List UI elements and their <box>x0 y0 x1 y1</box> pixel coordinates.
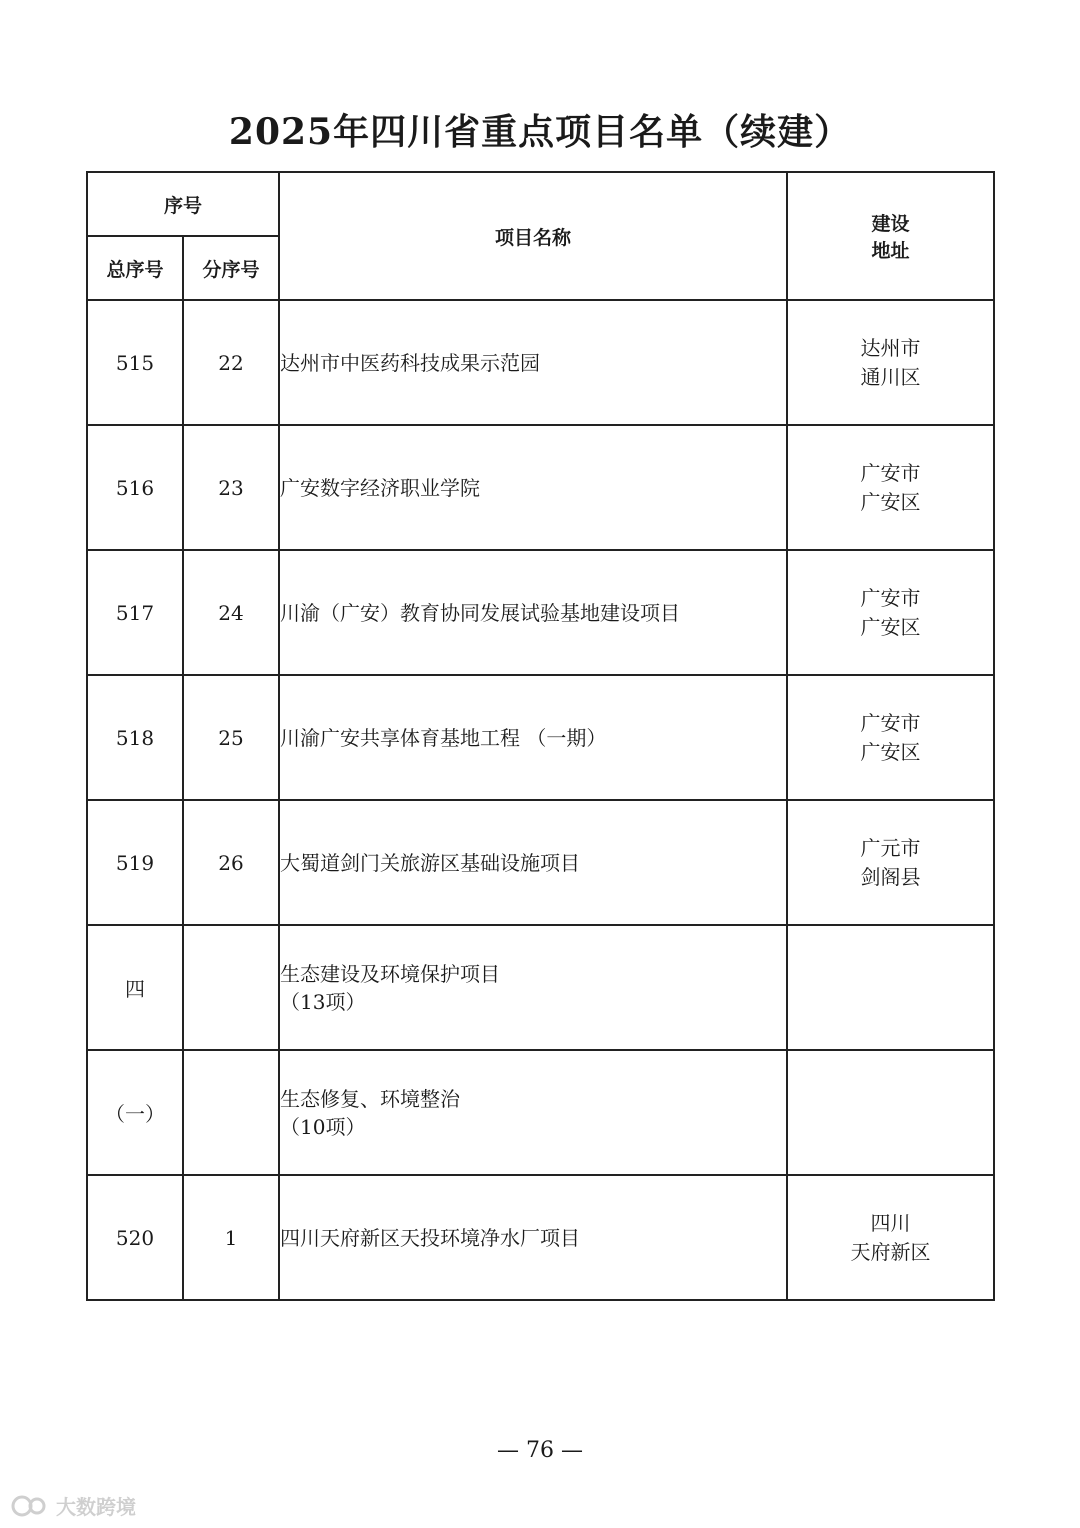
project-name-line: 生态修复、环境整治 <box>280 1086 461 1111</box>
project-name-cell <box>279 1175 787 1300</box>
project-name-line: 川渝广安共享体育基地工程 （一期） <box>280 725 607 750</box>
project-name-cell <box>279 675 787 800</box>
table-row <box>87 425 994 550</box>
project-name-cell <box>279 550 787 675</box>
page-title: 2025年四川省重点项目名单（续建） <box>228 111 852 153</box>
table-row-category <box>87 925 994 1050</box>
location-line: 广安区 <box>860 614 921 639</box>
sub-seq-cell: 24 <box>183 550 279 675</box>
project-name-line: 广安数字经济职业学院 <box>280 475 481 500</box>
project-table <box>86 171 995 1301</box>
project-count-line: （13项） <box>280 989 366 1014</box>
location-cell <box>787 675 994 800</box>
table-row <box>87 300 994 425</box>
total-seq-cell: 517 <box>87 550 183 675</box>
table-row <box>87 550 994 675</box>
sub-seq-cell <box>183 925 279 1050</box>
project-name-line: 川渝（广安）教育协同发展试验基地建设项目 <box>280 600 681 625</box>
sub-seq-cell: 23 <box>183 425 279 550</box>
header-location <box>787 172 994 300</box>
location-cell <box>787 800 994 925</box>
location-cell <box>787 925 994 1050</box>
location-line: 广安区 <box>860 489 921 514</box>
sub-seq-cell <box>183 1050 279 1175</box>
watermark-logo-icon <box>10 1494 50 1518</box>
location-line: 广安市 <box>860 585 921 610</box>
sub-seq-cell: 1 <box>183 1175 279 1300</box>
total-seq-cell: 519 <box>87 800 183 925</box>
total-seq-cell: 518 <box>87 675 183 800</box>
header-location-line2: 地址 <box>871 240 910 262</box>
header-location-line1: 建设 <box>871 213 910 235</box>
total-seq-cell: 四 <box>87 925 183 1050</box>
location-line: 广安区 <box>860 739 921 764</box>
project-name-line: 生态建设及环境保护项目 <box>280 961 501 986</box>
header-total-seq: 总序号 <box>87 236 183 300</box>
location-line: 广安市 <box>860 710 921 735</box>
watermark-text: 大数跨境 <box>56 1495 136 1519</box>
location-line: 天府新区 <box>850 1239 931 1264</box>
project-count-line: （10项） <box>280 1114 366 1139</box>
location-line: 达州市 <box>860 335 921 360</box>
sub-seq-cell: 26 <box>183 800 279 925</box>
total-seq-cell: （一） <box>87 1050 183 1175</box>
location-line: 剑阁县 <box>860 864 921 889</box>
total-seq-cell: 516 <box>87 425 183 550</box>
location-cell <box>787 550 994 675</box>
header-project-name: 项目名称 <box>279 172 787 300</box>
page-number: — 76 — <box>497 1438 583 1463</box>
location-line: 广安市 <box>860 460 921 485</box>
sub-seq-cell: 25 <box>183 675 279 800</box>
total-seq-cell: 515 <box>87 300 183 425</box>
location-line: 通川区 <box>860 364 921 389</box>
sub-seq-cell: 22 <box>183 300 279 425</box>
project-name-cell <box>279 300 787 425</box>
project-name-cell <box>279 425 787 550</box>
project-name-cell <box>279 925 787 1050</box>
project-name-line: 四川天府新区天投环境净水厂项目 <box>280 1225 581 1250</box>
location-line: 四川 <box>870 1210 911 1235</box>
table-row-subcategory <box>87 1050 994 1175</box>
location-cell <box>787 1175 994 1300</box>
location-cell <box>787 425 994 550</box>
project-name-cell <box>279 800 787 925</box>
total-seq-cell: 520 <box>87 1175 183 1300</box>
watermark <box>10 1491 136 1520</box>
header-sub-seq: 分序号 <box>183 236 279 300</box>
project-name-line: 达州市中医药科技成果示范园 <box>280 350 541 375</box>
location-cell <box>787 1050 994 1175</box>
header-seq-group: 序号 <box>87 172 279 236</box>
project-name-line: 大蜀道剑门关旅游区基础设施项目 <box>280 850 581 875</box>
table-row <box>87 675 994 800</box>
table-row <box>87 800 994 925</box>
location-line: 广元市 <box>860 835 921 860</box>
location-cell <box>787 300 994 425</box>
table-row <box>87 1175 994 1300</box>
project-name-cell <box>279 1050 787 1175</box>
